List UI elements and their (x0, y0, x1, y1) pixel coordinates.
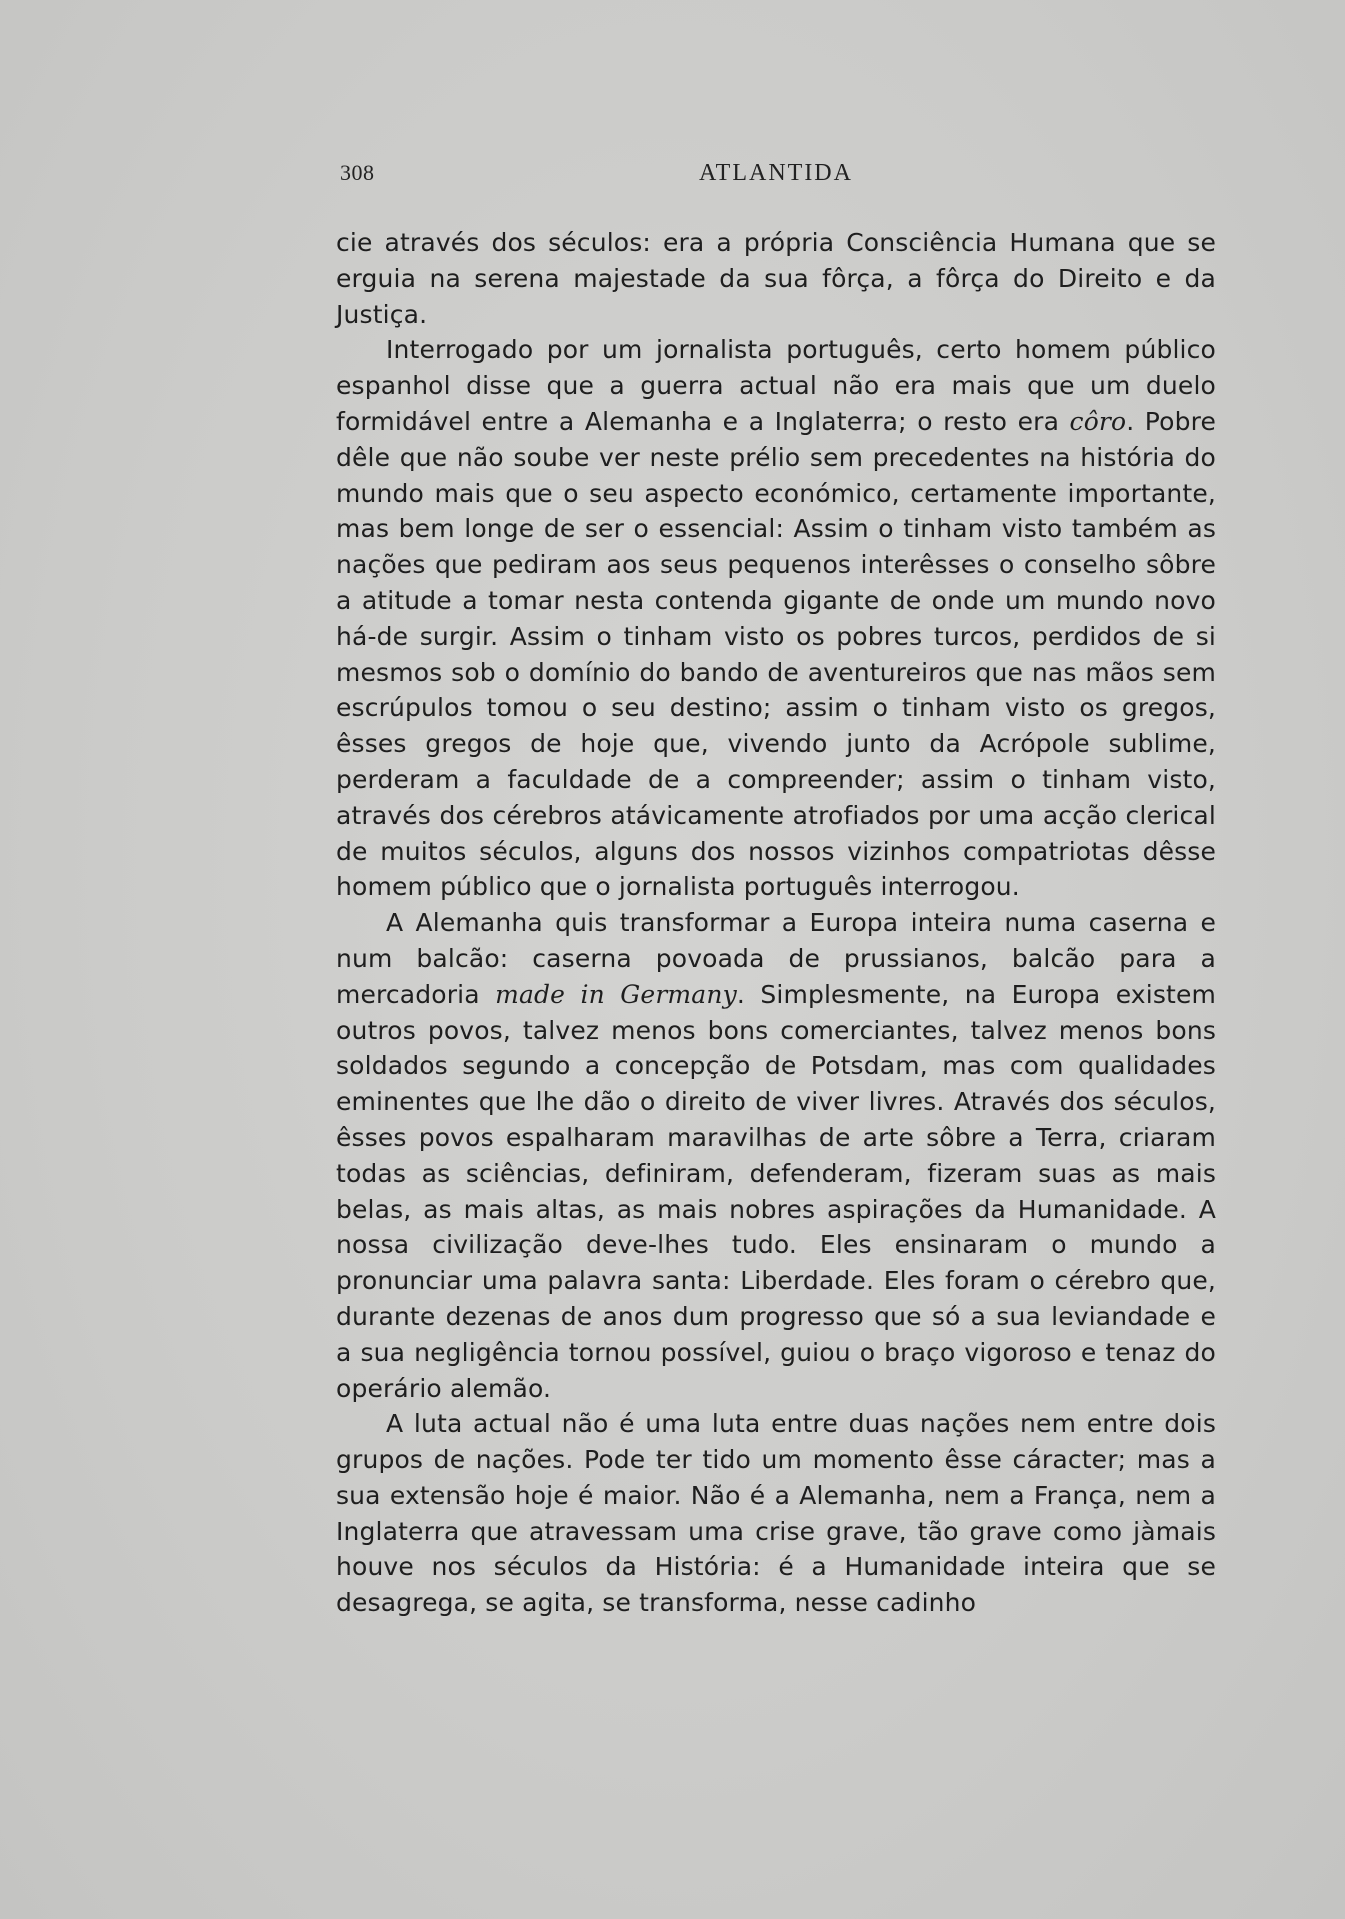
paragraph-text: cie através dos séculos: era a própria Consciência Humana que se erguia na serena majestade da sua fôrça, a fôrça do Direito e da Justiça. (336, 228, 1216, 329)
paragraph-text: . Simplesmente, na Europa existem outros povos, talvez menos bons comerciantes, talvez menos bons soldados segundo a concepção de Potsdam, mas com qualidades eminentes que lhe dão o direito de viver livres. Através dos séculos, êsses povos espalharam maravilhas de arte sôbre a Terra, criaram todas as sciências, definiram, defenderam, fizeram suas as mais belas, as mais altas, as mais nobres aspirações da Humanidade. A nossa civilização deve-lhes tudo. Eles ensinaram o mundo a pronunciar uma palavra santa: Liberdade. Eles foram o cérebro que, durante dezenas de anos dum progresso que só a sua leviandade e a sua negligência tornou possível, guiou o braço vigoroso e tenaz do operário alemão. (336, 979, 1216, 1403)
paragraph-text: A luta actual não é uma luta entre duas nações nem entre dois grupos de nações. Pode ter tido um momento êsse cáracter; mas a sua extensão hoje é maior. Não é a Alemanha, nem a França, nem a Inglaterra que atravessam uma crise grave, tão grave como jàmais houve nos séculos da História: é a Humanidade inteira que se desagrega, se agita, se transforma, nesse cadinho (336, 1409, 1216, 1618)
paragraph (336, 225, 1216, 332)
page-number: 308 (340, 160, 375, 185)
body-text (336, 225, 1216, 1621)
italic-text: made in Germany (495, 979, 737, 1009)
paragraph-text: . Pobre dêle que não soube ver neste prélio sem precedentes na história do mundo mais que o seu aspecto económico, certamente importante, mas bem longe de ser o essencial: Assim o tinham visto também as nações que pediram aos seus pequenos interêsses o conselho sôbre a atitude a tomar nesta contenda gigante de onde um mundo novo há-de surgir. Assim o tinham visto os pobres turcos, perdidos de si mesmos sob o domínio do bando de aventureiros que nas mãos sem escrúpulos tomou o seu destino; assim o tinham visto os gregos, êsses gregos de hoje que, vivendo junto da Acrópole sublime, perderam a faculdade de a compreender; assim o tinham visto, através dos cérebros atávicamente atrofiados por uma acção clerical de muitos séculos, alguns dos nossos vizinhos compatriotas dêsse homem público que o jornalista português interrogou. (336, 406, 1217, 902)
paragraph-text: A Alemanha quis transformar a Europa inteira numa caserna e num balcão: caserna povoada de prussianos, balcão para a mercadoria (336, 908, 1216, 1009)
paragraph (336, 905, 1216, 1406)
running-head (336, 160, 1216, 190)
running-title: ATLANTIDA (699, 160, 853, 186)
paragraph (336, 332, 1216, 905)
paragraph (336, 1406, 1216, 1621)
italic-text: côro (1069, 406, 1127, 436)
paragraph-text: Interrogado por um jornalista português, certo homem público espanhol disse que a guerra actual não era mais que um duelo formidável entre a Alemanha e a Inglaterra; o resto era (336, 335, 1216, 436)
